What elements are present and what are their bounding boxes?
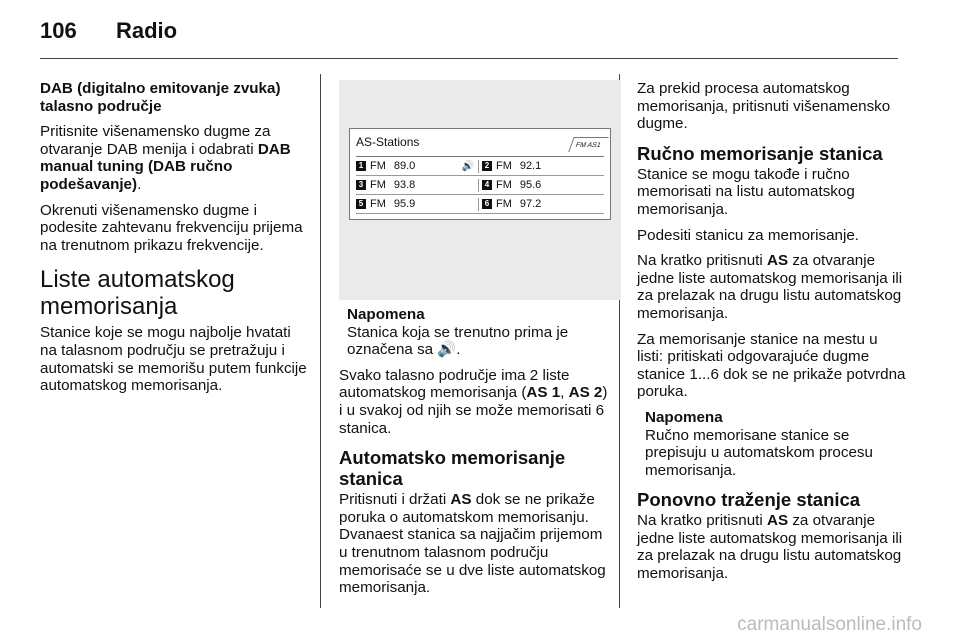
note-current-station: Napomena Stanica koja se trenutno prima je označena sa 🔊.: [347, 306, 611, 359]
station-band: FM: [496, 197, 512, 210]
auto-store-heading: Automatsko memorisanje stanica: [339, 447, 566, 490]
header-rule: [40, 58, 898, 59]
section-title: Radio: [116, 18, 178, 43]
station-row: [356, 195, 604, 214]
station-band: FM: [496, 178, 512, 191]
display-title: AS-Stations: [356, 135, 420, 149]
speaker-icon: 🔊: [437, 341, 457, 359]
station-band: FM: [370, 197, 386, 210]
auto-store-paragraph: Pritisnuti i držati AS dok se ne prikaže poruka o automatskom memorisanju. Dvanaest stanica sa najjačim prijemom u trenutnom talasnom području memorisaće se u dve liste automatskog memorisanja.: [339, 491, 606, 597]
autostore-lists-heading: Liste automatskog memorisanja: [40, 266, 235, 321]
note-text: Stanica koja se trenutno prima je označena sa: [347, 323, 569, 359]
cancel-autostore-paragraph: Za prekid procesa automatskog memorisanja, pritisnuti višenamensko dugme.: [637, 80, 891, 133]
note-title: Napomena: [347, 306, 425, 323]
station-row: [356, 176, 604, 195]
page-number: 106: [40, 18, 77, 43]
note-text: Ručno memorisane stanice se prepisuju u automatskom procesu memorisanja.: [645, 426, 873, 479]
station-cell: [356, 160, 478, 173]
autostore-lists-paragraph: Stanice koje se mogu najbolje hvatati na talasnom području se pretražuju i automatski se memorišu putem funkcije automatskog memorisanja.: [40, 324, 307, 395]
column-2: [339, 80, 611, 605]
column-1: [40, 80, 308, 403]
station-frequency: 95.6: [519, 178, 542, 191]
station-cell: [478, 179, 604, 192]
station-cell: [478, 160, 604, 173]
store-position-paragraph: Za memorisanje stanice na mestu u listi: pritiskati odgovarajuće dugme stanice 1...6 dok se ne prikaže potvrdna poruka.: [637, 330, 906, 401]
station-band: FM: [496, 159, 512, 172]
note-overwrite: [645, 409, 907, 479]
dab-menu-option: DAB manual tuning (DAB ručno podešavanje): [40, 140, 291, 193]
station-frequency: 89.0: [393, 159, 416, 172]
station-frequency: 95.9: [393, 197, 416, 210]
manual-store-paragraph: Stanice se mogu takođe i ručno memorisati na listu automatskog memorisanja.: [637, 165, 855, 218]
station-cell: [478, 198, 604, 211]
station-cell: [356, 179, 478, 192]
set-station-paragraph: Podesiti stanicu za memorisanje.: [637, 226, 860, 244]
research-paragraph: Na kratko pritisnuti AS za otvaranje jedne liste automatskog memorisanja ili za prelazak na drugu listu automatskog memorisanja.: [637, 512, 903, 583]
preset-number: 4: [482, 180, 492, 190]
radio-display: [349, 128, 611, 220]
note-title: Napomena: [645, 408, 723, 426]
station-frequency: 97.2: [519, 197, 542, 210]
research-heading: Ponovno traženje stanica: [637, 489, 861, 511]
page-header: [40, 18, 177, 44]
dab-paragraph: Pritisnite višenamensko dugme za otvaranje DAB menija i odabrati DAB manual tuning (DAB ručno podešavanje).: [40, 123, 291, 193]
watermark: carmanualsonline.info: [737, 614, 922, 635]
open-list-paragraph: Na kratko pritisnuti AS za otvaranje jedne liste automatskog memorisanja ili za prelazak na drugu listu automatskog memorisanja.: [637, 252, 903, 322]
tune-paragraph: Okrenuti višenamensko dugme i podesite zahtevanu frekvenciju prijema na trenutnom prikazu frekvencije.: [40, 201, 303, 254]
speaker-icon: 🔊: [461, 160, 474, 172]
preset-number: 2: [482, 161, 492, 171]
column-divider-1: [320, 74, 321, 608]
station-band: FM: [370, 159, 386, 172]
preset-number: 6: [482, 199, 492, 209]
station-band: FM: [370, 178, 386, 191]
preset-number: 3: [356, 180, 366, 190]
as-lists-paragraph: Svako talasno područje ima 2 liste automatskog memorisanja (AS 1, AS 2) i u svakoj od njih se može memorisati 6 stanica.: [339, 366, 608, 437]
station-grid: [356, 156, 604, 214]
as-stations-figure: [339, 80, 621, 300]
dab-heading: DAB (digitalno emitovanje zvuka) talasno područje: [40, 80, 281, 115]
preset-number: 1: [356, 161, 366, 171]
column-3: [637, 80, 907, 591]
manual-store-heading: Ručno memorisanje stanica: [637, 142, 883, 164]
station-cell: [356, 198, 478, 211]
display-tag: FM AS1: [568, 137, 608, 152]
station-frequency: 93.8: [393, 178, 416, 191]
station-frequency: 92.1: [519, 159, 542, 172]
preset-number: 5: [356, 199, 366, 209]
station-row: [356, 157, 604, 176]
